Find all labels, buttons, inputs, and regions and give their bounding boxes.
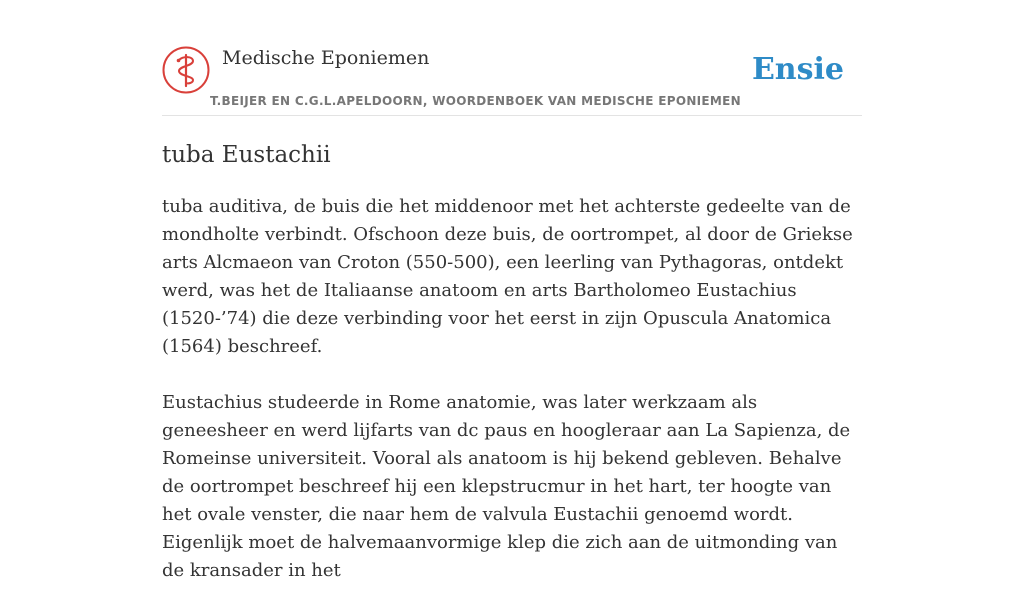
- entry-paragraph: Eustachius studeerde in Rome anatomie, was later werkzaam als geneesheer en werd lijfarts van dc paus en hoogleraar aan La Sapienza, de Romeinse universiteit. Vooral als anatoom is hij bekend gebleven. Behalve de oortrompet beschreef hij een klepstrucmur in het hart, ter hoogte van het ovale venster, die naar hem de valvula Eustachii genoemd wordt. Eigenlijk moet de halvemaanvormige klep die zich aan de uitmonding van de kransader in het: [162, 392, 851, 581]
- entry-title: tuba Eustachii: [162, 142, 331, 168]
- book-title[interactable]: Medische Eponiemen: [222, 47, 430, 69]
- caduceus-icon[interactable]: [162, 46, 210, 94]
- entry-paragraph: tuba auditiva, de buis die het middenoor met het achterste gedeelte van de mondholte verbindt. Ofschoon deze buis, de oortrompet, al door de Griekse arts Alcmaeon van Croton (550-500), een leerling van Pythagoras, ontdekt werd, was het de Italiaanse anatoom en arts Bartholomeo Eustachius (1520-’74) die deze verbinding voor het eerst in zijn Opuscula Anatomica (1564) beschreef.: [162, 196, 853, 357]
- header-divider: [162, 115, 862, 116]
- book-author: T.BEIJER EN C.G.L.APELDOORN, WOORDENBOEK VAN MEDISCHE EPONIEMEN: [210, 94, 742, 108]
- ensie-logo-link[interactable]: Ensie: [751, 52, 844, 87]
- book-header: [162, 46, 862, 116]
- entry-body: [162, 193, 862, 613]
